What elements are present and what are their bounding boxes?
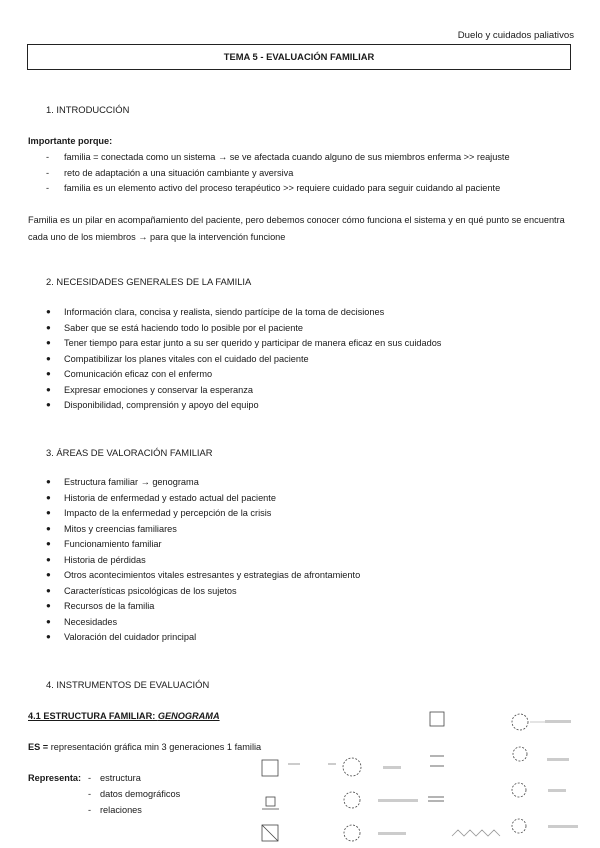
list-item: ● Disponibilidad, comprensión y apoyo del equipo <box>46 400 259 410</box>
circle-symbol <box>512 714 528 730</box>
circle-symbol <box>512 819 526 833</box>
section-areas: 3. ÁREAS DE VALORACIÓN FAMILIAR <box>46 447 213 458</box>
list-item: ● Valoración del cuidador principal <box>46 632 197 642</box>
circle-symbol <box>513 747 527 761</box>
list-item: ● Otros acontecimientos vitales estresantes y estrategias de afrontamiento <box>46 570 361 580</box>
list-item: - familia es un elemento activo del proceso terapéutico >> requiere cuidado para seguir cuidando al paciente <box>46 183 501 193</box>
course-header: Duelo y cuidados paliativos <box>457 30 574 41</box>
list-item: ● Historia de pérdidas <box>46 555 146 565</box>
list-item: ● Expresar emociones y conservar la esperanza <box>46 385 253 395</box>
section-introduccion: 1. INTRODUCCIÓN <box>46 104 130 115</box>
list-item: - familia = conectada como un sistema → se ve afectada cuando alguno de sus miembros enferma >> reajuste <box>46 152 510 162</box>
circle-symbol <box>512 783 526 797</box>
list-item: - relaciones <box>88 805 142 815</box>
list-item: ● Comunicación eficaz con el enfermo <box>46 369 213 379</box>
square-symbol <box>430 712 444 726</box>
section-necesidades: 2. NECESIDADES GENERALES DE LA FAMILIA <box>46 276 252 287</box>
circle-symbol <box>344 792 360 808</box>
list-item: ● Información clara, concisa y realista, siendo partícipe de la toma de decisiones <box>46 307 385 317</box>
zigzag-symbol <box>452 830 500 836</box>
section-instrumentos: 4. INSTRUMENTOS DE EVALUACIÓN <box>46 679 210 690</box>
list-item: ● Impacto de la enfermedad y percepción de la crisis <box>46 508 272 518</box>
list-item: ● Funcionamiento familiar <box>46 539 162 549</box>
list-item: - reto de adaptación a una situación cambiante y aversiva <box>46 168 294 178</box>
list-item: ● Recursos de la familia <box>46 601 155 611</box>
representa-label: Representa: <box>28 773 82 783</box>
circle-symbol <box>344 825 360 841</box>
circle-symbol <box>343 758 361 776</box>
list-item: ● Necesidades <box>46 617 118 627</box>
genograma-heading: 4.1 ESTRUCTURA FAMILIAR: GENOGRAMA <box>28 711 220 721</box>
list-item: - estructura <box>88 773 141 783</box>
intro-heading: Importante porque: <box>28 136 113 146</box>
list-item: - datos demográficos <box>88 789 181 799</box>
list-item: ● Historia de enfermedad y estado actual del paciente <box>46 493 276 503</box>
page-title: TEMA 5 - EVALUACIÓN FAMILIAR <box>27 44 571 70</box>
list-item: ● Tener tiempo para estar junto a su ser querido y participar de manera eficaz en sus cuidados <box>46 338 442 348</box>
list-item: ● Saber que se está haciendo todo lo posible por el paciente <box>46 323 304 333</box>
list-item: ● Estructura familiar → genograma <box>46 477 199 487</box>
genograma-definition: ES = representación gráfica min 3 generaciones 1 familia <box>28 742 262 752</box>
intro-paragraph: Familia es un pilar en acompañamiento del paciente, pero debemos conocer cómo funciona el sistema y en qué punto se encuentra cada uno de los miembros → para que la intervención funcione <box>28 215 565 242</box>
square-symbol <box>262 760 278 776</box>
list-item: ● Compatibilizar los planes vitales con el cuidado del paciente <box>46 354 309 364</box>
list-item: ● Mitos y creencias familiares <box>46 524 177 534</box>
square-symbol <box>266 797 275 806</box>
list-item: ● Características psicológicas de los sujetos <box>46 586 237 596</box>
